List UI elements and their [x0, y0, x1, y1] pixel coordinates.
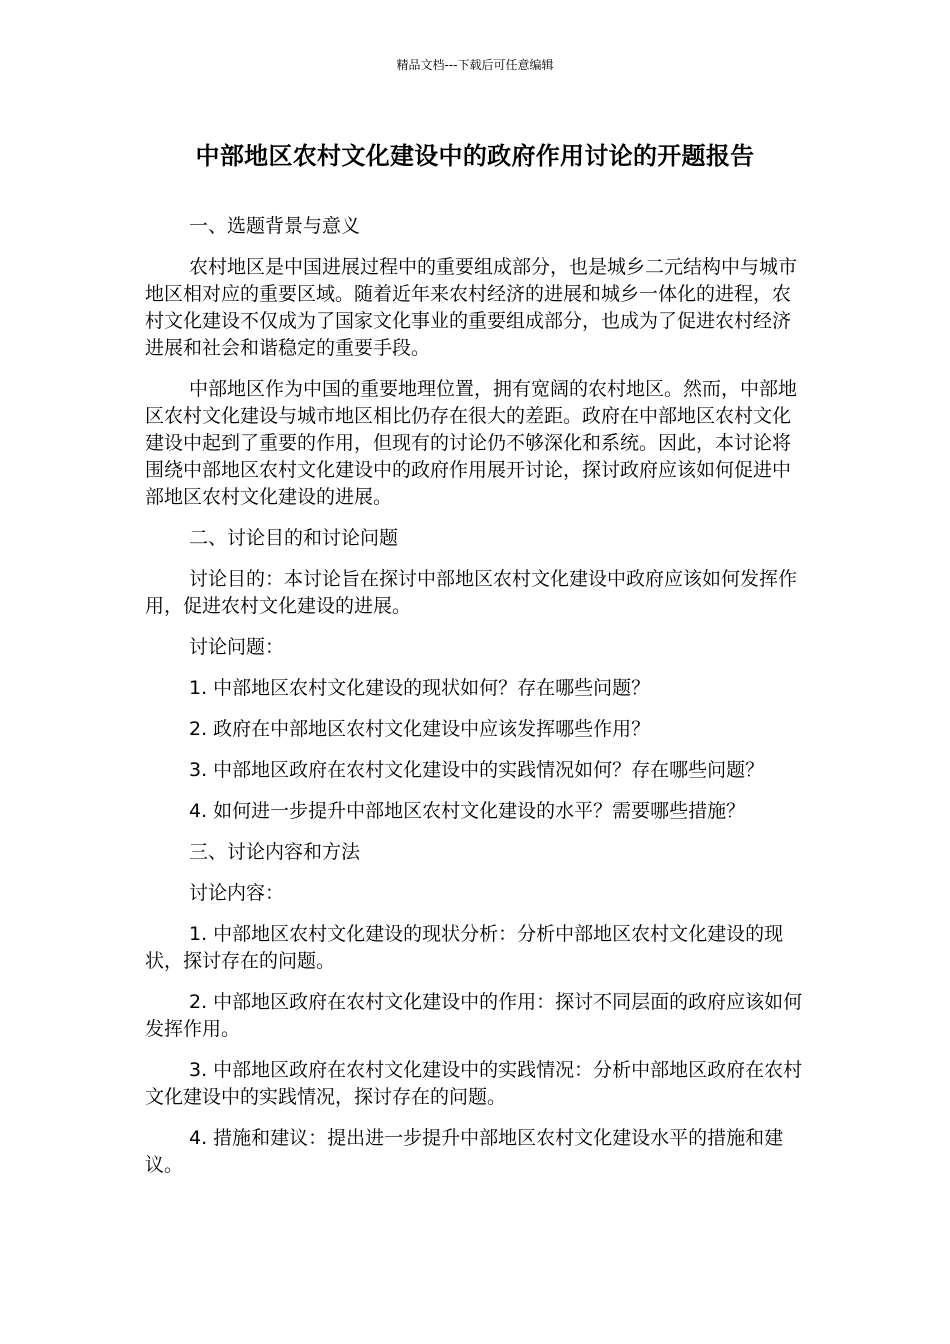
paragraph: 中部地区作为中国的重要地理位置，拥有宽阔的农村地区。然而，中部地区农村文化建设与城市地区相比仍存在很大的差距。政府在中部地区农村文化建设中起到了重要的作用，但现有的讨论仍不够深化和系统。因此，本讨论将围绕中部地区农村文化建设中的政府作用展开讨论，探讨政府应该如何促进中部地区农村文化建设的进展。 [145, 378, 798, 508]
paragraph: 讨论目的：本讨论旨在探讨中部地区农村文化建设中政府应该如何发挥作用，促进农村文化建设的进展。 [145, 568, 798, 617]
list-item: 4. 措施和建议：提出进一步提升中部地区农村文化建设水平的措施和建议。 [145, 1127, 784, 1176]
list-item: 2. 中部地区政府在农村文化建设中的作用：探讨不同层面的政府应该如何发挥作用。 [145, 991, 803, 1040]
list-item: 1. 中部地区农村文化建设的现状分析：分析中部地区农村文化建设的现状，探讨存在的问题。 [145, 923, 784, 972]
paragraph: 农村地区是中国进展过程中的重要组成部分，也是城乡二元结构中与城市地区相对应的重要区域。随着近年来农村经济的进展和城乡一体化的进程，农村文化建设不仅成为了国家文化事业的重要组成部分，也成为了促进农村经济进展和社会和谐稳定的重要手段。 [145, 256, 798, 359]
list-item: 2. 政府在中部地区农村文化建设中应该发挥哪些作用？ [189, 718, 651, 740]
list-item: 3. 中部地区政府在农村文化建设中的实践情况：分析中部地区政府在农村文化建设中的实践情况，探讨存在的问题。 [145, 1059, 803, 1108]
section-heading: 三、讨论内容和方法 [189, 841, 361, 863]
paragraph: 讨论问题： [189, 636, 285, 658]
section-heading: 一、选题背景与意义 [189, 215, 361, 237]
list-item: 3. 中部地区政府在农村文化建设中的实践情况如何？存在哪些问题？ [189, 759, 765, 781]
document-body [145, 213, 809, 1179]
paragraph: 讨论内容： [189, 882, 285, 904]
page-header: 精品文档---下载后可任意编辑 [396, 58, 554, 72]
section-heading: 二、讨论目的和讨论问题 [189, 527, 399, 549]
list-item: 1. 中部地区农村文化建设的现状如何？存在哪些问题？ [189, 677, 651, 699]
list-item: 4. 如何进一步提升中部地区农村文化建设的水平？需要哪些措施？ [189, 800, 746, 822]
document-title: 中部地区农村文化建设中的政府作用讨论的开题报告 [195, 142, 755, 170]
